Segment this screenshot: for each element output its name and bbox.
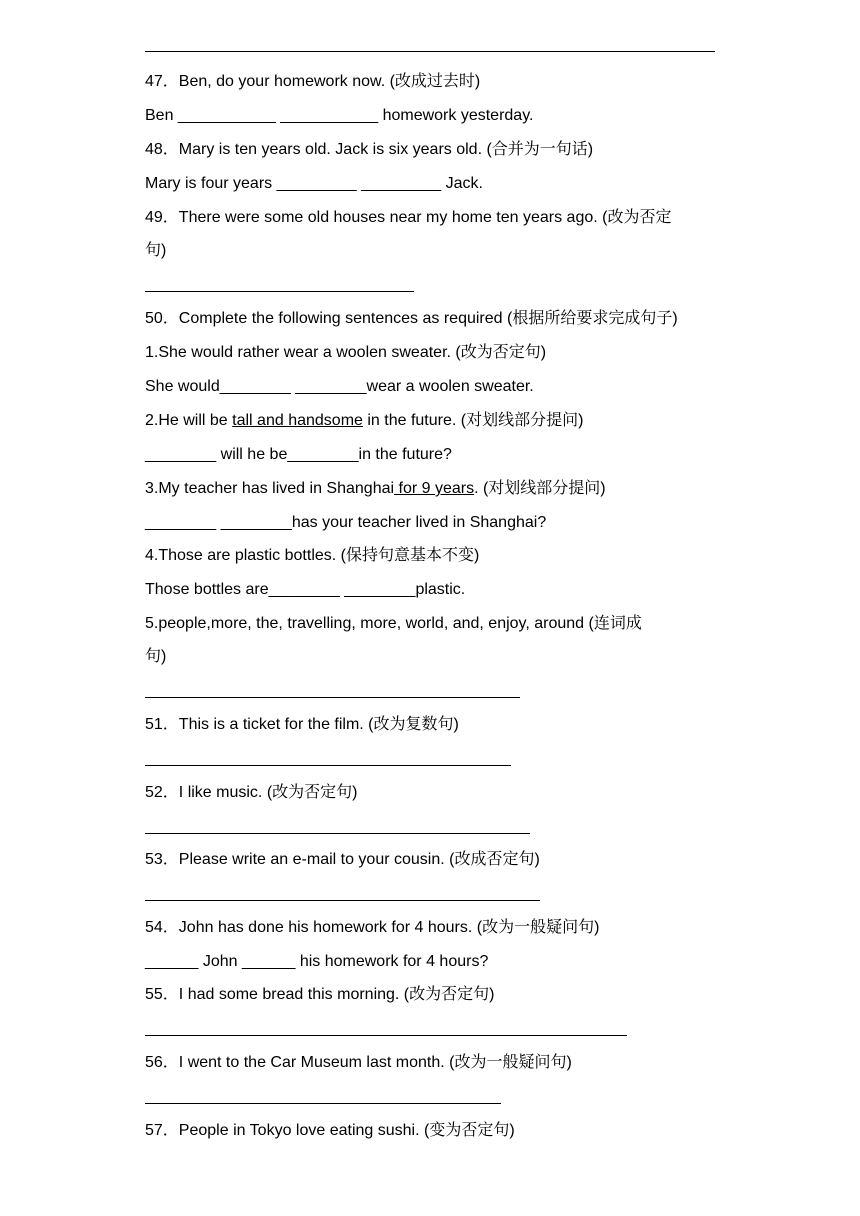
sub-question-3-instruction: . (对划线部分提问) xyxy=(474,480,606,497)
answer-line-56 xyxy=(145,1103,501,1104)
sub-question-4: 4.Those are plastic bottles. (保持句意基本不变) xyxy=(145,547,480,564)
sub-question-2 xyxy=(145,411,583,431)
question-53: 53．Please write an e-mail to your cousin. (改成否定句) xyxy=(145,851,540,868)
answer-line-49 xyxy=(145,291,414,292)
answer-line-50-5 xyxy=(145,697,520,698)
sub-answer-4: Those bottles are________ ________plastic. xyxy=(145,581,466,598)
question-48: 48．Mary is ten years old. Jack is six years old. (合并为一句话) xyxy=(145,141,594,158)
answer-54: ______ John ______ his homework for 4 hours? xyxy=(145,953,489,970)
sub-question-2-instruction: in the future. (对划线部分提问) xyxy=(362,412,584,429)
answer-line-55 xyxy=(145,1035,627,1036)
sub-question-3-text: 3.My teacher has lived in Shanghai xyxy=(145,480,395,497)
question-50: 50．Complete the following sentences as required (根据所给要求完成句子) xyxy=(145,310,678,327)
sub-answer-2: ________ will he be________in the future? xyxy=(145,446,452,463)
question-47: 47．Ben, do your homework now. (改成过去时) xyxy=(145,73,481,90)
sub-answer-3: ________ ________has your teacher lived in Shanghai? xyxy=(145,514,547,531)
sub-answer-1: She would________ ________wear a woolen sweater. xyxy=(145,378,534,395)
underlined-phrase: for 9 years xyxy=(394,480,475,497)
question-56: 56．I went to the Car Museum last month. (改为一般疑问句) xyxy=(145,1054,572,1071)
answer-line-53 xyxy=(145,900,540,901)
answer-48: Mary is four years _________ _________ Jack. xyxy=(145,175,483,192)
sub-question-3 xyxy=(145,479,606,499)
question-54: 54．John has done his homework for 4 hours. (改为一般疑问句) xyxy=(145,919,600,936)
question-51: 51．This is a ticket for the film. (改为复数句) xyxy=(145,716,459,733)
question-49-line1: 49．There were some old houses near my home ten years ago. (改为否定 xyxy=(145,209,672,226)
underlined-phrase: tall and handsome xyxy=(232,412,363,429)
question-49-line2: 句) xyxy=(145,242,167,259)
answer-line-52 xyxy=(145,833,530,834)
answer-line-51 xyxy=(145,765,511,766)
answer-line-46 xyxy=(145,51,715,52)
answer-47: Ben ___________ ___________ homework yesterday. xyxy=(145,107,534,124)
sub-question-5-line1: 5.people,more, the, travelling, more, world, and, enjoy, around (连词成 xyxy=(145,615,642,632)
question-57: 57．People in Tokyo love eating sushi. (变为否定句) xyxy=(145,1122,515,1139)
sub-question-2-text: 2.He will be xyxy=(145,412,233,429)
sub-question-5-line2: 句) xyxy=(145,648,167,665)
sub-question-1: 1.She would rather wear a woolen sweater. (改为否定句) xyxy=(145,344,547,361)
question-52: 52．I like music. (改为否定句) xyxy=(145,784,358,801)
question-55: 55．I had some bread this morning. (改为否定句) xyxy=(145,986,495,1003)
